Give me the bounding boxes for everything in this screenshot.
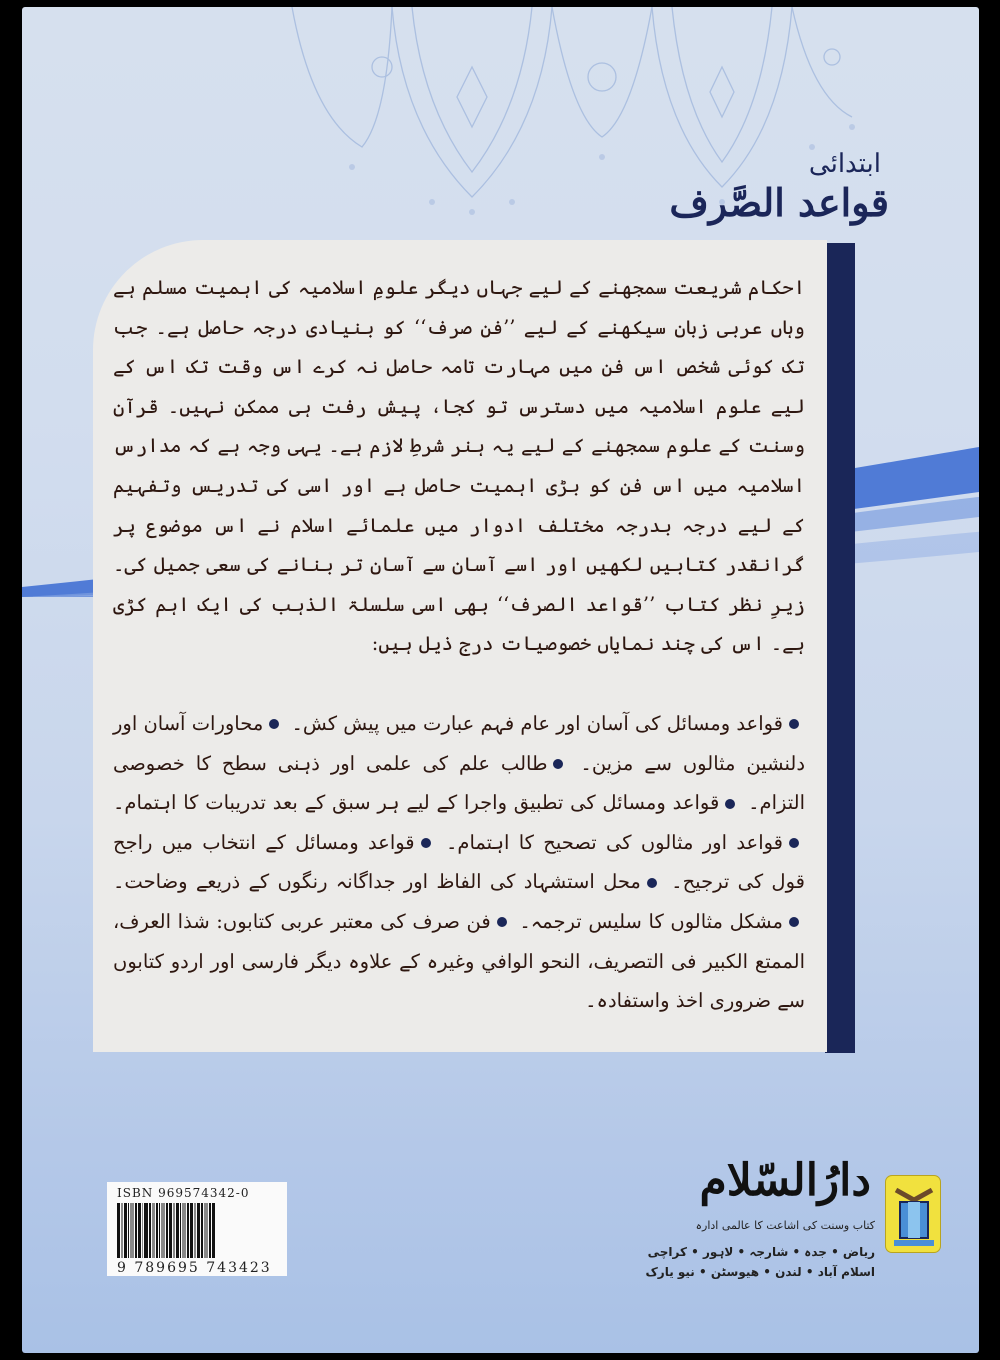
feature-item: محاورات آسان اور دلنشین مثالوں سے مزین۔ [113,711,805,775]
publisher-block [561,1155,941,1305]
book-title-block [669,147,889,225]
feature-item: فن صرف کی معتبر عربی کتابوں: شذا العرف، الممتع الکبیر فی التصریف، النحو الوافي وغیرہ کے علاوہ دیگر فارسی اور اردو کتابوں سے ضروری اخذ واستفادہ۔ [113,909,805,1013]
bullet-icon [789,719,799,729]
darussalam-logo-icon [885,1175,941,1253]
feature-item: قواعد ومسائل کے انتخاب میں راجح قول کی ترجیح۔ [113,830,805,894]
feature-item: قواعد ومسائل کی تطبیق واجرا کے لیے ہر سبق کے بعد تدریبات کا اہتمام۔ [113,791,720,815]
features-paragraph [113,704,805,1021]
feature-item: طالب علم کی علمی اور ذہنی سطح کا خصوصی التزام۔ [113,751,806,815]
bullet-icon [725,799,735,809]
description-text [113,268,805,1021]
feature-item: قواعد اور مثالوں کی تصحیح کا اہتمام۔ [445,830,784,854]
feature-item: مشکل مثالوں کا سلیس ترجمہ۔ [519,909,783,933]
navy-accent-bar [825,243,855,1053]
feature-item: قواعد ومسائل کی آسان اور عام فہم عبارت میں پیش کش۔ [291,711,784,735]
bullet-icon [789,838,799,848]
publisher-name: دارُالسّلام [699,1155,871,1206]
isbn-barcode [107,1182,287,1276]
ean-digits: 9 789695 743423 [117,1260,272,1276]
book-back-cover [22,7,979,1353]
bullet-icon [269,719,279,729]
book-title: قواعد الصَّرف [669,180,889,225]
publisher-cities-line2: اسلام آباد • لندن • هیوسٹن • نیو یارک [645,1265,875,1279]
bullet-icon [789,917,799,927]
bullet-icon [497,917,507,927]
publisher-tagline: کتاب وسنت کی اشاعت کا عالمی ادارہ [695,1219,875,1232]
isbn-label: ISBN 969574342-0 [117,1186,250,1200]
barcode-bars-icon [117,1203,277,1258]
bullet-icon [647,878,657,888]
intro-paragraph: احکام شریعت سمجھنے کے لیے جہاں دیگر علومِ اسلامیہ کی اہمیت مسلم ہے وہاں عربی زبان سیکھنے کے لیے ’’فن صرف‘‘ کو بنیادی درجہ حاصل ہے۔ جب تک کوئی شخص اس فن میں مہارت تامہ حاصل نہ کرے اس وقت تک اس کے لیے علوم اسلامیہ میں دسترس تو کجا، پیش رفت ہی ممکن نہیں۔ قرآن وسنت کے علوم سمجھنے کے لیے یہ ہنر شرطِ لازم ہے۔ یہی وجہ ہے کہ مدارس اسلامیہ میں اس فن کو بڑی اہمیت حاصل ہے اور اسی کی تدریس وتفہیم کے لیے درجہ بدرجہ مختلف ادوار میں علمائے اسلام نے اس موضوع پر گرانقدر کتابیں لکھیں اور اسے آسان سے آسان تر بنانے کی سعی جمیل کی۔ زیرِ نظر کتاب ’’قواعد الصرف‘‘ بھی اسی سلسلۃ الذہب کی ایک اہم کڑی ہے۔ اس کی چند نمایاں خصوصیات درج ذیل ہیں: [113,276,805,656]
bullet-icon [421,838,431,848]
description-panel [93,240,827,1052]
feature-item: محل استشہاد کی الفاظ اور جداگانہ رنگوں کے ذریعے وضاحت۔ [113,870,641,894]
bullet-icon [553,759,563,769]
publisher-cities-line1: ریاض • جدہ • شارجہ • لاہور • کراچی [647,1245,875,1259]
book-subtitle: ابتدائی [808,149,881,179]
